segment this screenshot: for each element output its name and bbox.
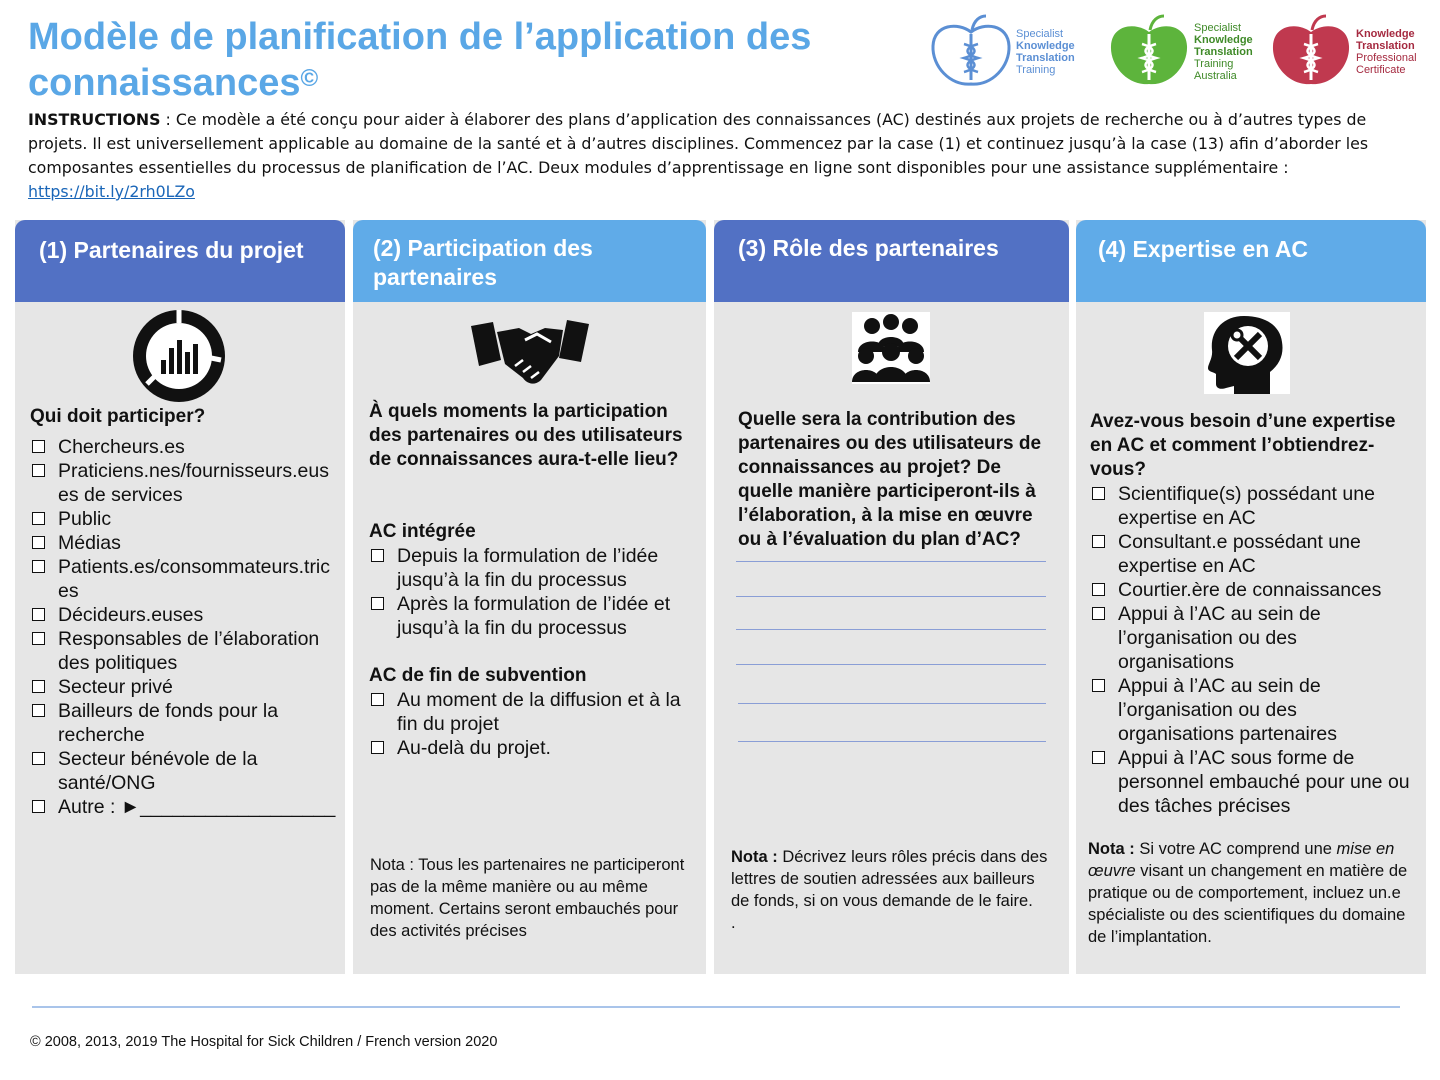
box-3-note: Nota : Décrivez leurs rôles précis dans des lettres de soutien adressées aux bailleurs de fonds, si on vous demande de le faire. . <box>731 848 1048 932</box>
footer-divider <box>32 1006 1400 1008</box>
box-4-heading: (4) Expertise en AC <box>1098 236 1309 262</box>
checkbox-item[interactable]: Après la formulation de l’idée et jusqu’à la fin du processus <box>369 592 699 640</box>
copyright-mark: © <box>300 65 319 92</box>
end-of-grant-kt-checklist <box>369 688 699 760</box>
elearning-link[interactable]: https://bit.ly/2rh0LZo <box>28 182 195 201</box>
checkbox-item[interactable]: Autre : ►__________________ <box>30 795 340 819</box>
box-1-project-partners <box>15 220 345 974</box>
integrated-kt-checklist <box>369 544 699 640</box>
copyright-footer: © 2008, 2013, 2019 The Hospital for Sick Children / French version 2020 <box>30 1034 498 1050</box>
box-2-note: Nota : Tous les partenaires ne participeront pas de la même manière ou au même moment. Certains seront embauchés pour des activités précises <box>370 856 685 940</box>
answer-line[interactable] <box>736 561 1046 562</box>
group-icon <box>852 312 930 389</box>
instructions-text: : Ce modèle a été conçu pour aider à élaborer des plans d’application des connaissances (AC) destinés aux projets de recherche ou à d’autres types de projets. Il est universellement applicable au domaine de la santé et à d’autres disciplines. Commencez par la case (1) et continuez jusqu’à la case (13) afin d’aborder les composantes essentielles du processus de planification de l’AC. Deux modules d’apprentissage en ligne sont disponibles pour une assistance supplémentaire : <box>28 110 1369 177</box>
box-2-header <box>353 220 706 302</box>
checkbox-item[interactable]: Secteur privé <box>30 675 340 699</box>
answer-line[interactable] <box>738 703 1046 704</box>
instructions <box>28 108 1418 204</box>
answer-line[interactable] <box>738 741 1046 742</box>
checkbox-item[interactable]: Appui à l’AC au sein de l’organisation ou des organisations <box>1090 602 1418 674</box>
logos <box>928 14 1417 90</box>
checkbox-item[interactable]: Responsables de l’élaboration des politiques <box>30 627 340 675</box>
checkbox-item[interactable]: Scientifique(s) possédant une expertise en AC <box>1090 482 1418 530</box>
head-tools-icon <box>1204 312 1290 399</box>
box-1-checklist <box>30 435 340 819</box>
box-2-partner-engagement <box>353 220 706 974</box>
answer-line[interactable] <box>736 664 1046 665</box>
box-3-header <box>714 220 1069 302</box>
box-2-heading: (2) Participation des partenaires <box>373 235 593 290</box>
checkbox-item[interactable]: Public <box>30 507 340 531</box>
checkbox-item[interactable]: Médias <box>30 531 340 555</box>
checkbox-item[interactable]: Secteur bénévole de la santé/ONG <box>30 747 340 795</box>
checkbox-item[interactable]: Au-delà du projet. <box>369 736 699 760</box>
apple-caduceus-icon <box>1268 14 1354 90</box>
box-4-checklist <box>1090 482 1418 818</box>
checkbox-item[interactable]: Chercheurs.es <box>30 435 340 459</box>
checkbox-item[interactable]: Patients.es/consommateurs.trices <box>30 555 340 603</box>
checkbox-item[interactable]: Appui à l’AC au sein de l’organisation ou des organisations partenaires <box>1090 674 1418 746</box>
checkbox-item[interactable]: Décideurs.euses <box>30 603 340 627</box>
checkbox-item[interactable]: Au moment de la diffusion et à la fin du projet <box>369 688 699 736</box>
donut-chart-icon <box>133 310 225 407</box>
note-label: Nota : <box>1088 840 1135 858</box>
answer-line[interactable] <box>736 596 1046 597</box>
checkbox-item[interactable]: Courtier.ère de connaissances <box>1090 578 1418 602</box>
instructions-label: INSTRUCTIONS <box>28 110 161 129</box>
apple-caduceus-icon <box>928 14 1014 90</box>
box-4-question: Avez-vous besoin d’une expertise en AC et comment l’obtiendrez-vous? <box>1090 411 1396 480</box>
checkbox-item[interactable]: Depuis la formulation de l’idée jusqu’à la fin du processus <box>369 544 699 592</box>
box-1-heading: (1) Partenaires du projet <box>39 237 304 263</box>
box-1-header <box>15 220 345 302</box>
note-label: Nota : <box>731 848 778 866</box>
ktpc-logo: Knowledge Translation Professional Certificate <box>1268 14 1418 90</box>
sktt-logo: Specialist Knowledge Translation Training <box>928 14 1078 90</box>
box-2-question: À quels moments la participation des partenaires ou des utilisateurs de connaissances aura-t-elle lieu? <box>369 401 683 470</box>
handshake-icon <box>471 320 589 391</box>
checkbox-item[interactable]: Bailleurs de fonds pour la recherche <box>30 699 340 747</box>
answer-line[interactable] <box>736 629 1046 630</box>
end-of-grant-kt-title: AC de fin de subvention <box>369 665 587 686</box>
checkbox-item[interactable]: Praticiens.nes/fournisseurs.eus es de services <box>30 459 340 507</box>
page-title: Modèle de planification de l’application des connaissances© <box>28 16 812 104</box>
box-3-question: Quelle sera la contribution des partenaires ou des utilisateurs de connaissances au projet? De quelle manière participeront-ils à l’élaboration, à la mise en œuvre ou à l’évaluation du plan d’AC? <box>738 409 1042 550</box>
box-3-partner-roles <box>714 220 1069 974</box>
box-4-header <box>1076 220 1426 302</box>
box-4-note: Nota : Si votre AC comprend une mise en œuvre visant un changement en matière de pratique ou de comportement, incluez un.e spécialiste ou des scientifiques du domaine de l’implantation. <box>1088 840 1408 946</box>
checkbox-item[interactable]: Consultant.e possédant une expertise en AC <box>1090 530 1418 578</box>
integrated-kt-title: AC intégrée <box>369 521 476 542</box>
box-1-question: Qui doit participer? <box>30 406 206 427</box>
sktt-australia-logo: Specialist Knowledge Translation Training Australia <box>1106 14 1256 90</box>
apple-caduceus-icon <box>1106 14 1192 90</box>
checkbox-item[interactable]: Appui à l’AC sous forme de personnel embauché pour une ou des tâches précises <box>1090 746 1418 818</box>
box-3-heading: (3) Rôle des partenaires <box>738 235 999 261</box>
box-4-kt-expertise <box>1076 220 1426 974</box>
